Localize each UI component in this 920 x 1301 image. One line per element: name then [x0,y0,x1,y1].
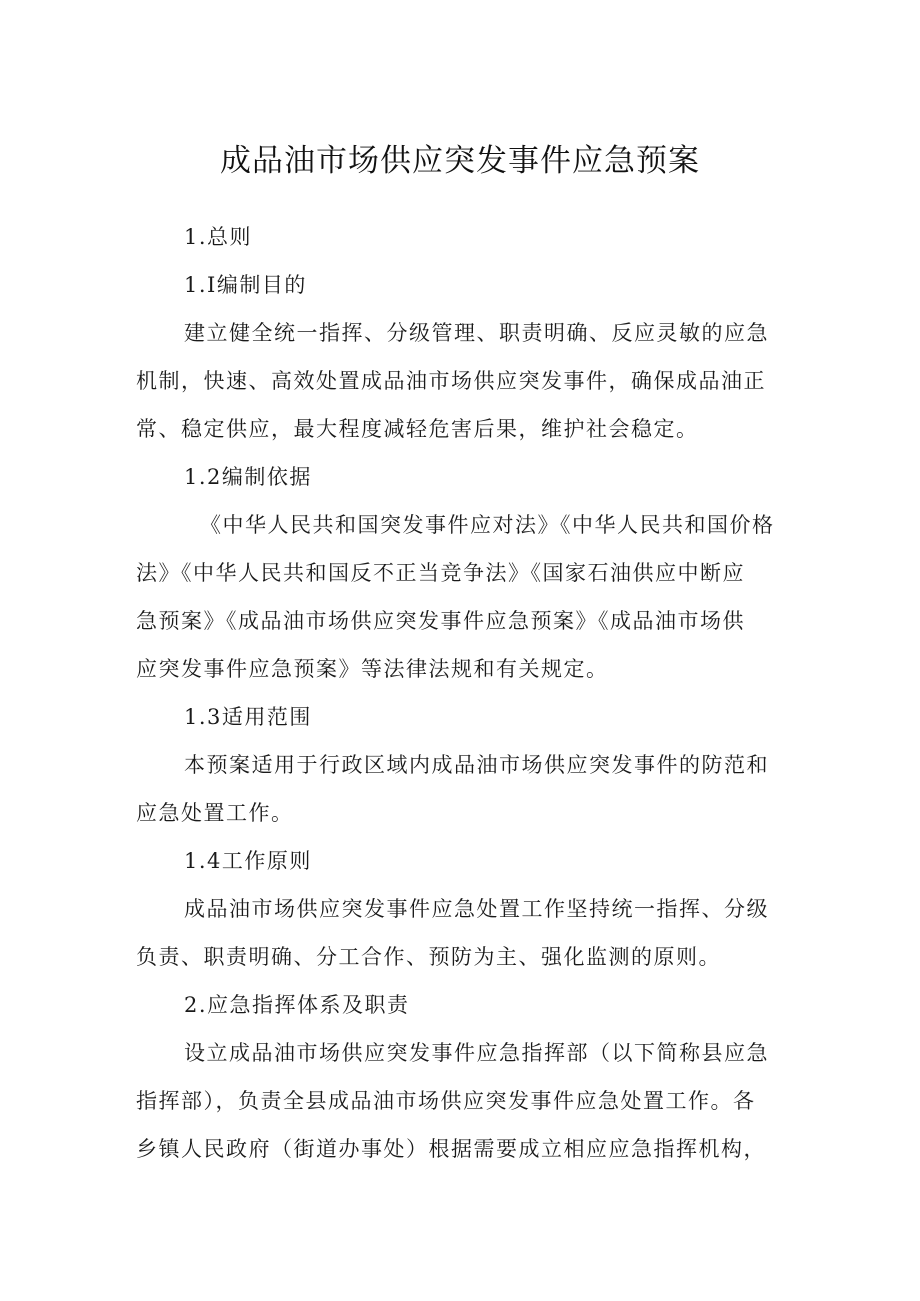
subsection-heading-purpose: 1.I编制目的 [184,273,307,297]
subsection-heading-principles: 1.4工作原则 [184,849,312,873]
paragraph-line: 负责、职责明确、分工合作、预防为主、强化监测的原则。 [136,945,721,969]
paragraph-line: 常、稳定供应，最大程度减轻危害后果，维护社会稳定。 [136,417,699,441]
subsection-heading-scope: 1.3适用范围 [184,705,312,729]
paragraph-line: 应急处置工作。 [136,801,294,825]
paragraph-line: 建立健全统一指挥、分级管理、职责明确、反应灵敏的应急 [184,321,769,345]
section-heading-command-system: 2.应急指挥体系及职责 [184,993,410,1017]
paragraph-line: 急预案》《成品油市场供应突发事件应急预案》《成品油市场供 [136,609,745,633]
paragraph-line: 《中华人民共和国突发事件应对法》《中华人民共和国价格 [200,513,775,537]
paragraph-line: 设立成品油市场供应突发事件应急指挥部（以下简称县应急 [184,1041,769,1065]
paragraph-line: 应突发事件应急预案》等法律法规和有关规定。 [136,657,609,681]
paragraph-line: 本预案适用于行政区域内成品油市场供应突发事件的防范和 [184,753,769,777]
subsection-heading-basis: 1.2编制依据 [184,465,312,489]
paragraph-line: 指挥部），负责全县成品油市场供应突发事件应急处置工作。各 [136,1089,756,1113]
section-heading-general: 1.总则 [184,225,253,249]
document-body [136,213,792,1173]
paragraph-line: 法》《中华人民共和国反不正当竞争法》《国家石油供应中断应 [136,561,745,585]
document-title: 成品油市场供应突发事件应急预案 [220,143,700,179]
paragraph-line: 乡镇人民政府（街道办事处）根据需要成立相应应急指挥机构， [136,1137,766,1161]
paragraph-line: 成品油市场供应突发事件应急处置工作坚持统一指挥、分级 [184,897,769,921]
paragraph-line: 机制，快速、高效处置成品油市场供应突发事件，确保成品油正 [136,369,766,393]
